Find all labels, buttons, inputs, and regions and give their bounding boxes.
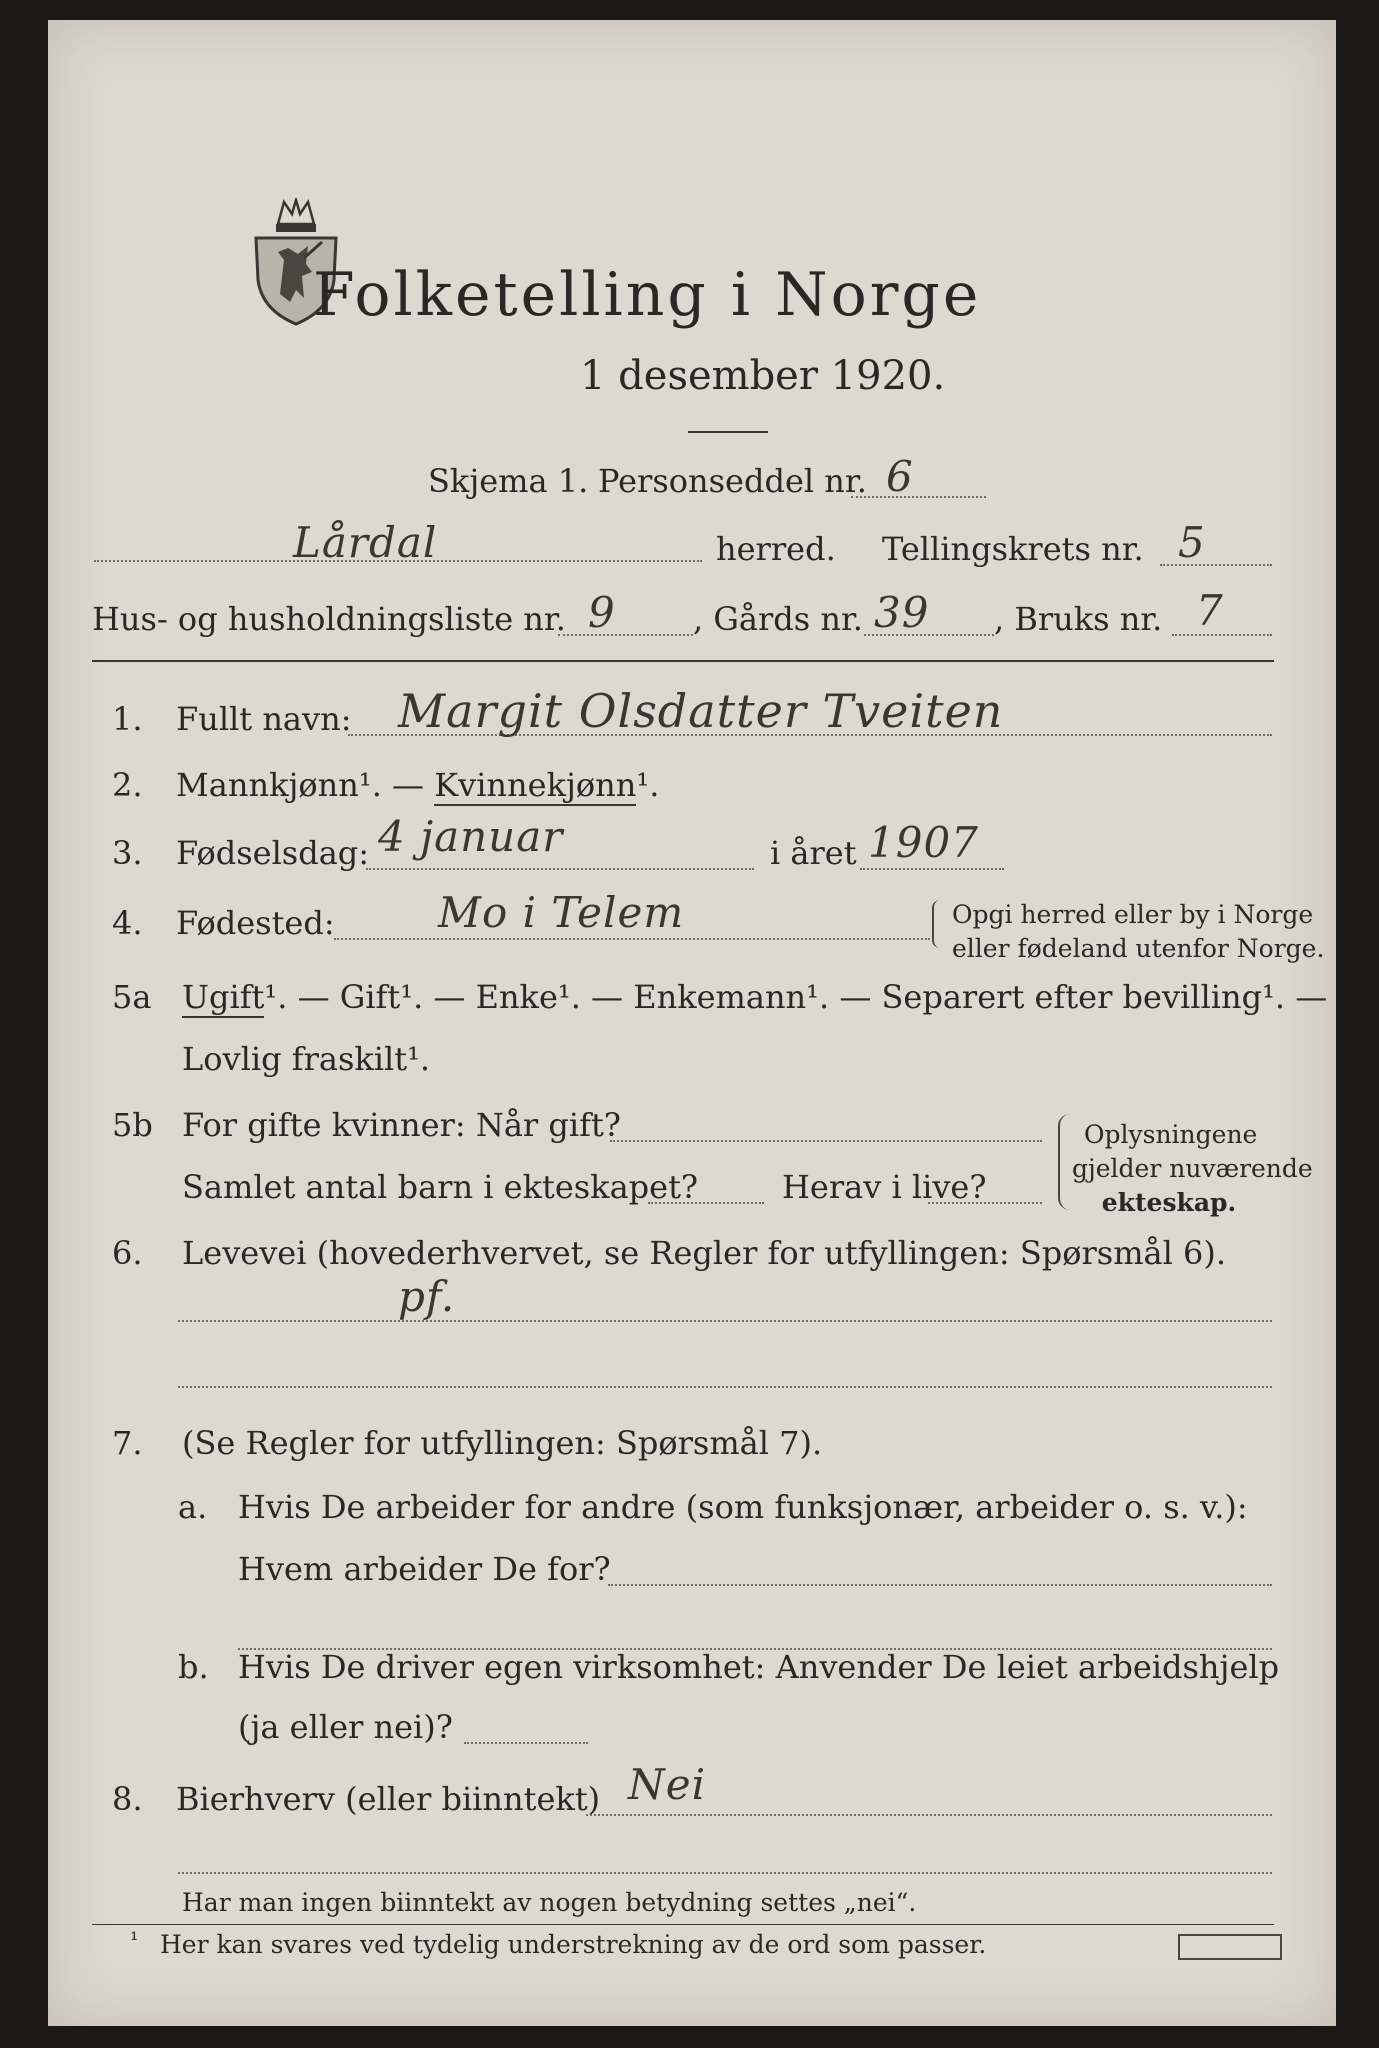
q2-mannkjonn: Mannkjønn¹. — — [176, 766, 435, 804]
q7-text: (Se Regler for utfyllingen: Spørsmål 7). — [182, 1424, 823, 1462]
q7b-yesno-line — [464, 1742, 588, 1744]
q3-year-label: i året — [770, 834, 857, 872]
q1-name-value: Margit Olsdatter Tveiten — [398, 684, 1004, 738]
q3-birthday-value: 4 januar — [378, 812, 564, 861]
printer-stamp — [1178, 1934, 1282, 1960]
q3-label: Fødselsdag: — [176, 834, 370, 872]
census-date: 1 desember 1920. — [580, 353, 946, 399]
header-divider — [92, 660, 1274, 662]
gards-label: , Gårds nr. — [693, 600, 863, 638]
tellingskrets-label: Tellingskrets nr. — [882, 530, 1144, 568]
q5b-alive-line — [928, 1202, 1042, 1204]
q5a-number: 5a — [112, 978, 152, 1016]
footnote-mark: ¹ — [130, 1928, 139, 1952]
q5a-rest: ¹. — Gift¹. — Enke¹. — Enkemann¹. — Separert efter bevilling¹. — — [264, 978, 1328, 1016]
q4-line — [334, 938, 930, 940]
q4-number: 4. — [112, 904, 143, 942]
q1-label: Fullt navn: — [176, 700, 352, 738]
q5a-ugift-underlined: Ugift — [182, 978, 265, 1016]
hus-line — [558, 634, 693, 636]
title-divider — [688, 431, 768, 433]
q8-line-2 — [178, 1872, 1272, 1874]
q5a-options — [182, 978, 1327, 1016]
footnote-text: Her kan svares ved tydelig understrekning av de ord som passer. — [160, 1930, 987, 1959]
q5b-married-line — [610, 1140, 1042, 1142]
q2-kvinnekjonn-underlined: Kvinnekjønn — [434, 766, 637, 804]
gards-value: 39 — [874, 588, 930, 637]
q8-value: Nei — [628, 1760, 707, 1809]
q5b-children-line — [648, 1202, 764, 1204]
q7b-number: b. — [178, 1648, 209, 1686]
q4-label: Fødested: — [176, 904, 335, 942]
q4-note-1: Opgi herred eller by i Norge — [952, 900, 1314, 929]
q6-number: 6. — [112, 1234, 143, 1272]
q7a-employer-label: Hvem arbeider De for? — [238, 1550, 611, 1588]
q2-number: 2. — [112, 766, 143, 804]
bruks-label: , Bruks nr. — [994, 600, 1163, 638]
footer-divider — [92, 1924, 1274, 1925]
form-title: Folketelling i Norge — [313, 260, 982, 330]
personseddel-line — [851, 496, 986, 498]
tellingskrets-value: 5 — [1178, 518, 1206, 567]
q7b-text: Hvis De driver egen virksomhet: Anvender De leiet arbeidshjelp — [238, 1648, 1280, 1686]
q8-label: Bierhverv (eller biinntekt) — [176, 1780, 601, 1818]
q3-year-line — [860, 868, 1004, 870]
q6-line-1 — [178, 1320, 1272, 1322]
bruks-value: 7 — [1196, 586, 1224, 635]
q8-number: 8. — [112, 1780, 143, 1818]
q7a-employer-line — [608, 1584, 1272, 1586]
q6-occupation-value: pf. — [398, 1272, 456, 1321]
herred-value: Lårdal — [293, 518, 438, 567]
q6-text: Levevei (hovederhvervet, se Regler for utfyllingen: Spørsmål 6). — [182, 1234, 1227, 1272]
q5b-note-1: Oplysningene — [1084, 1120, 1258, 1149]
q4-brace — [932, 900, 950, 948]
q5a-options-line2: Lovlig fraskilt¹. — [182, 1040, 431, 1078]
q7a-text: Hvis De arbeider for andre (som funksjonær, arbeider o. s. v.): — [238, 1488, 1248, 1526]
q5b-note-2: gjelder nuværende — [1072, 1154, 1313, 1183]
q7b-yesno-label: (ja eller nei)? — [238, 1708, 453, 1746]
tellingskrets-line — [1160, 564, 1272, 566]
q7-number: 7. — [112, 1424, 143, 1462]
personseddel-value: 6 — [886, 452, 914, 501]
q8-line — [586, 1814, 1272, 1816]
q6-line-2 — [178, 1386, 1272, 1388]
q5b-married-when: For gifte kvinner: Når gift? — [182, 1106, 621, 1144]
herred-label: herred. — [716, 530, 836, 568]
q3-number: 3. — [112, 834, 143, 872]
q4-note-2: eller fødeland utenfor Norge. — [952, 934, 1325, 963]
q1-number: 1. — [112, 700, 143, 738]
personseddel-label: Personseddel nr. — [598, 462, 867, 500]
q7a-number: a. — [178, 1488, 208, 1526]
q3-year-value: 1907 — [868, 818, 979, 867]
q2-sex — [176, 766, 659, 804]
q5b-alive-label: Herav i live? — [782, 1168, 987, 1206]
q5b-children-label: Samlet antal barn i ekteskapet? — [182, 1168, 699, 1206]
no-income-note: Har man ingen biinntekt av nogen betydning settes „nei“. — [182, 1888, 917, 1917]
q5b-number: 5b — [112, 1106, 153, 1144]
hus-label: Hus- og husholdningsliste nr. — [92, 600, 566, 638]
q3-line — [366, 868, 754, 870]
schema-label: Skjema 1. — [428, 462, 589, 500]
census-form-page — [48, 20, 1336, 2026]
q4-birthplace-value: Mo i Telem — [438, 888, 685, 937]
hus-value: 9 — [588, 588, 616, 637]
q2-suffix: ¹. — [636, 766, 660, 804]
q5b-note-3: ekteskap. — [1101, 1188, 1237, 1217]
